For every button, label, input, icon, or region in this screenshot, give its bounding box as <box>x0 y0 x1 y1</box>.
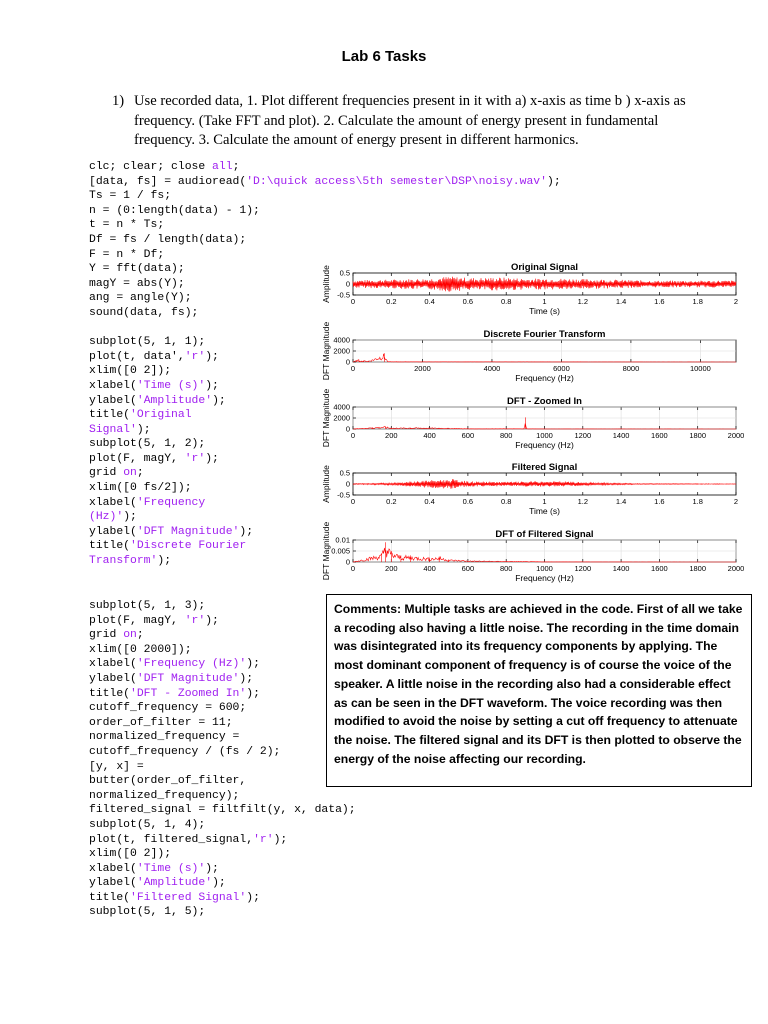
code-string: 'r' <box>184 614 206 627</box>
code-string: 'Frequency <box>136 496 206 509</box>
code-text: normalized_frequency = <box>89 731 240 744</box>
code-line <box>89 818 356 833</box>
code-string: 'Time (s)' <box>136 862 206 875</box>
x-tick-label: 1.4 <box>615 297 627 306</box>
code-text: xlim([0 2]); <box>89 365 172 378</box>
code-line <box>89 891 356 906</box>
x-tick-label: 200 <box>385 564 398 573</box>
code-line <box>89 175 561 190</box>
code-string: 'r' <box>184 350 206 363</box>
code-text: t = n * Ts; <box>89 219 165 232</box>
code-text: ylabel( <box>89 877 137 890</box>
code-text: title( <box>89 409 131 422</box>
x-tick-label: 1.2 <box>577 497 589 506</box>
code-text: ); <box>246 687 260 700</box>
x-tick-label: 2 <box>733 297 739 306</box>
x-tick-label: 2000 <box>727 431 745 440</box>
x-tick-label: 1.6 <box>654 297 665 306</box>
code-line <box>89 730 356 745</box>
code-text: filtered_signal = filtfilt(y, x, data); <box>89 804 356 817</box>
chart-title: DFT of Filtered Signal <box>495 529 594 540</box>
page-title: Lab 6 Tasks <box>341 48 427 65</box>
x-axis-label: Frequency (Hz) <box>515 440 574 450</box>
x-tick-label: 400 <box>423 564 436 573</box>
code-text: ); <box>205 862 219 875</box>
code-text: title( <box>89 891 131 904</box>
x-tick-label: 2000 <box>727 564 745 573</box>
code-string: Signal' <box>89 423 137 436</box>
figure-svg <box>312 258 752 588</box>
x-tick-label: 2000 <box>414 364 431 373</box>
code-text: ); <box>273 833 288 846</box>
y-axis-label: DFT Magnitude <box>321 521 331 581</box>
code-text: ; <box>136 467 144 480</box>
x-tick-label: 6000 <box>553 364 570 373</box>
code-text: ylabel( <box>89 394 137 407</box>
task-number: 1) <box>112 93 125 109</box>
code-text: subplot(5, 1, 5); <box>89 906 206 919</box>
x-tick-label: 1.4 <box>615 497 627 506</box>
y-tick-label: 4000 <box>333 335 350 345</box>
y-axis-label: DFT Magnitude <box>321 321 331 381</box>
code-string: 'Amplitude' <box>136 394 213 407</box>
x-tick-label: 1200 <box>574 431 592 440</box>
x-tick-label: 1400 <box>612 564 630 573</box>
x-tick-label: 1600 <box>651 431 668 440</box>
code-line <box>89 614 356 629</box>
code-text: ); <box>546 175 561 188</box>
code-text: Df = fs / length(data); <box>89 233 247 246</box>
code-line <box>89 599 356 614</box>
code-text: subplot(5, 1, 2); <box>89 438 206 451</box>
code-string: 'Amplitude' <box>136 877 213 890</box>
code-text: xlim([0 2]); <box>89 848 172 861</box>
code-text: Y = fft(data); <box>89 263 185 276</box>
code-line <box>89 189 561 204</box>
code-line <box>89 760 356 775</box>
x-tick-label: 1000 <box>536 431 553 440</box>
code-text: plot(t, filtered_signal, <box>89 833 254 846</box>
x-tick-label: 200 <box>385 431 398 440</box>
code-block-2 <box>89 599 356 920</box>
y-tick-label: 0 <box>345 479 350 489</box>
x-axis-label: Time (s) <box>529 306 560 316</box>
code-line <box>89 905 356 920</box>
code-text: cutoff_frequency = 600; <box>89 702 247 715</box>
y-tick-label: 2000 <box>333 346 350 356</box>
code-text: title( <box>89 540 131 553</box>
code-line <box>89 745 356 760</box>
code-text: ); <box>157 555 172 568</box>
x-axis-label: Frequency (Hz) <box>515 573 574 583</box>
code-text: cutoff_frequency / (fs / 2); <box>89 745 281 758</box>
y-tick-label: 0 <box>345 424 350 434</box>
x-tick-label: 1400 <box>612 431 630 440</box>
x-tick-label: 600 <box>461 564 475 573</box>
code-text: plot(t, data', <box>89 350 185 363</box>
x-tick-label: 1 <box>542 297 547 306</box>
code-line <box>89 803 356 818</box>
x-tick-label: 800 <box>499 564 513 573</box>
x-tick-label: 0 <box>350 364 356 373</box>
matlab-figure <box>312 258 752 588</box>
x-tick-label: 1.6 <box>654 497 665 506</box>
code-line <box>89 643 356 658</box>
x-axis-label: Time (s) <box>529 506 560 516</box>
y-tick-label: -0.5 <box>337 490 350 500</box>
y-tick-label: 0.01 <box>335 535 350 545</box>
code-line <box>89 160 561 175</box>
code-line <box>89 862 356 877</box>
x-tick-label: 0 <box>350 497 356 506</box>
code-string: 'DFT Magnitude' <box>136 525 240 538</box>
code-string: all <box>212 161 233 173</box>
code-text: ); <box>205 614 219 627</box>
x-tick-label: 1.8 <box>692 497 703 506</box>
x-tick-label: 0.6 <box>462 497 474 506</box>
y-tick-label: 0 <box>345 279 350 289</box>
x-tick-label: 10000 <box>689 364 711 373</box>
y-tick-label: -0.5 <box>337 290 350 300</box>
comments-box: Comments: Multiple tasks are achieved in the code. First of all we take a recoding also having a little noise. The recording in the time domain was disintegrated into its frequency components by applying. The most dominant component of frequency is of course the voice of the speaker. A little noise in the recording also had a considerable effect as can be seen in the DFT waveform. The voice recording was then modified to avoid the noise by setting a cut off frequency to attenuate the noise. The filtered signal and its DFT is then plotted to observe the energy of the noise affecting our recording. <box>326 594 752 787</box>
code-text: title( <box>89 687 131 700</box>
code-string: 'Original <box>130 409 192 422</box>
code-line <box>89 847 356 862</box>
x-tick-label: 0.6 <box>462 297 474 306</box>
code-line <box>89 657 356 672</box>
code-text: order_of_filter = 11; <box>89 716 233 729</box>
code-text: ); <box>205 452 219 465</box>
code-text: magY = abs(Y); <box>89 277 185 290</box>
series-line <box>353 353 736 362</box>
code-line <box>89 672 356 687</box>
x-tick-label: 1800 <box>689 564 707 573</box>
x-tick-label: 0.2 <box>386 297 397 306</box>
y-tick-label: 0.005 <box>331 546 350 556</box>
code-text: ); <box>205 379 219 392</box>
code-text: ); <box>246 658 260 671</box>
code-text: subplot(5, 1, 3); <box>89 600 206 612</box>
x-tick-label: 0 <box>350 297 356 306</box>
y-axis-label: Amplitude <box>321 265 331 303</box>
code-line <box>89 233 561 248</box>
code-text: subplot(5, 1, 4); <box>89 818 206 831</box>
code-string: 'DFT - Zoomed In' <box>130 687 247 700</box>
code-text: ); <box>239 525 254 538</box>
code-text: ); <box>212 394 226 407</box>
code-text: ); <box>123 511 137 524</box>
code-string: (Hz)' <box>89 511 124 524</box>
code-string: Transform' <box>89 555 158 568</box>
x-tick-label: 0.8 <box>500 497 512 506</box>
y-tick-label: 0.5 <box>339 468 350 478</box>
code-text: plot(F, magY, <box>89 614 185 627</box>
code-string: 'r' <box>184 452 206 465</box>
x-tick-label: 8000 <box>622 364 640 373</box>
code-text: [y, x] = <box>89 760 144 773</box>
x-tick-label: 1.8 <box>692 297 703 306</box>
y-tick-label: 2000 <box>333 413 350 423</box>
x-tick-label: 2 <box>733 497 739 506</box>
code-text: xlabel( <box>89 658 137 671</box>
code-text: ylabel( <box>89 525 137 538</box>
code-string: 'r' <box>253 833 274 846</box>
x-tick-label: 1600 <box>651 564 668 573</box>
code-string: 'Discrete Fourier <box>130 540 247 553</box>
code-string: 'D:\quick access\5th semester\DSP\noisy.wav' <box>246 175 547 188</box>
x-tick-label: 1 <box>542 497 547 506</box>
x-tick-label: 0.8 <box>500 297 512 306</box>
code-text: clc; clear; close <box>89 161 213 173</box>
code-text: xlabel( <box>89 496 137 509</box>
code-text: ); <box>212 877 226 890</box>
x-tick-label: 0.4 <box>424 297 435 306</box>
task-item <box>112 92 687 151</box>
task-text: Use recorded data, 1. Plot different frequencies present in it with a) x-axis as time b ) x-axis as frequency. (Take FFT and plot). 2. Calculate the amount of energy present in fundamental frequency. 3. Calculate the amount of energy present in different harmonics. <box>134 93 686 148</box>
code-text: subplot(5, 1, 1); <box>89 336 206 349</box>
code-text: xlim([0 fs/2]); <box>89 482 192 495</box>
chart-title: DFT - Zoomed In <box>507 396 582 407</box>
x-axis-label: Frequency (Hz) <box>515 373 574 383</box>
code-text: butter(order_of_filter, <box>89 775 247 788</box>
code-line <box>89 218 561 233</box>
code-string: 'Time (s)' <box>136 379 206 392</box>
code-line <box>89 204 561 219</box>
x-tick-label: 0.2 <box>386 497 397 506</box>
chart-title: Filtered Signal <box>511 462 578 473</box>
code-text: plot(F, magY, <box>89 452 185 465</box>
code-line <box>89 789 356 804</box>
code-text: ); <box>239 672 254 685</box>
y-tick-label: 0.5 <box>339 268 350 278</box>
y-axis-label: Amplitude <box>321 465 331 503</box>
x-tick-label: 1.2 <box>577 297 589 306</box>
code-line <box>89 628 356 643</box>
code-string: 'DFT Magnitude' <box>136 672 240 685</box>
code-text: F = n * Df; <box>89 248 165 261</box>
x-tick-label: 0.4 <box>424 497 435 506</box>
code-text: ); <box>136 423 151 436</box>
code-text: [data, fs] = audioread( <box>89 175 247 188</box>
x-tick-label: 4000 <box>483 364 501 373</box>
code-text: grid <box>89 467 124 480</box>
code-text: Ts = 1 / fs; <box>89 190 172 203</box>
x-tick-label: 1800 <box>689 431 707 440</box>
code-string: on <box>123 629 137 642</box>
code-text: grid <box>89 629 124 642</box>
code-line <box>89 701 356 716</box>
code-string: 'Filtered Signal' <box>130 891 247 904</box>
x-tick-label: 0 <box>350 564 356 573</box>
code-text: sound(data, fs); <box>89 306 199 319</box>
code-text: ; <box>232 161 240 173</box>
code-string: on <box>123 467 137 480</box>
x-tick-label: 600 <box>461 431 475 440</box>
code-line <box>89 716 356 731</box>
chart-title: Discrete Fourier Transform <box>483 329 606 340</box>
series-line <box>353 479 736 489</box>
code-text: n = (0:length(data) - 1); <box>89 204 260 217</box>
y-tick-label: 0 <box>345 357 350 367</box>
chart-title: Original Signal <box>510 262 579 273</box>
code-text: xlabel( <box>89 862 137 875</box>
code-text: ylabel( <box>89 672 137 685</box>
code-text: normalized_frequency); <box>89 789 240 802</box>
y-tick-label: 0 <box>345 557 350 567</box>
code-line <box>89 876 356 891</box>
code-text: xlim([0 2000]); <box>89 643 192 656</box>
code-text: xlabel( <box>89 379 137 392</box>
y-tick-label: 4000 <box>333 402 350 412</box>
code-text: ; <box>136 629 144 642</box>
code-string: 'Frequency (Hz)' <box>136 658 247 671</box>
y-axis-label: DFT Magnitude <box>321 388 331 448</box>
x-tick-label: 0 <box>350 431 356 440</box>
series-line <box>353 277 736 292</box>
code-line <box>89 833 356 848</box>
code-text: ang = angle(Y); <box>89 292 192 305</box>
x-tick-label: 1000 <box>536 564 553 573</box>
x-tick-label: 800 <box>499 431 513 440</box>
code-line <box>89 687 356 702</box>
x-tick-label: 400 <box>423 431 436 440</box>
x-tick-label: 1200 <box>574 564 592 573</box>
code-line <box>89 774 356 789</box>
code-text: ); <box>205 350 219 363</box>
code-text: ); <box>246 891 260 904</box>
